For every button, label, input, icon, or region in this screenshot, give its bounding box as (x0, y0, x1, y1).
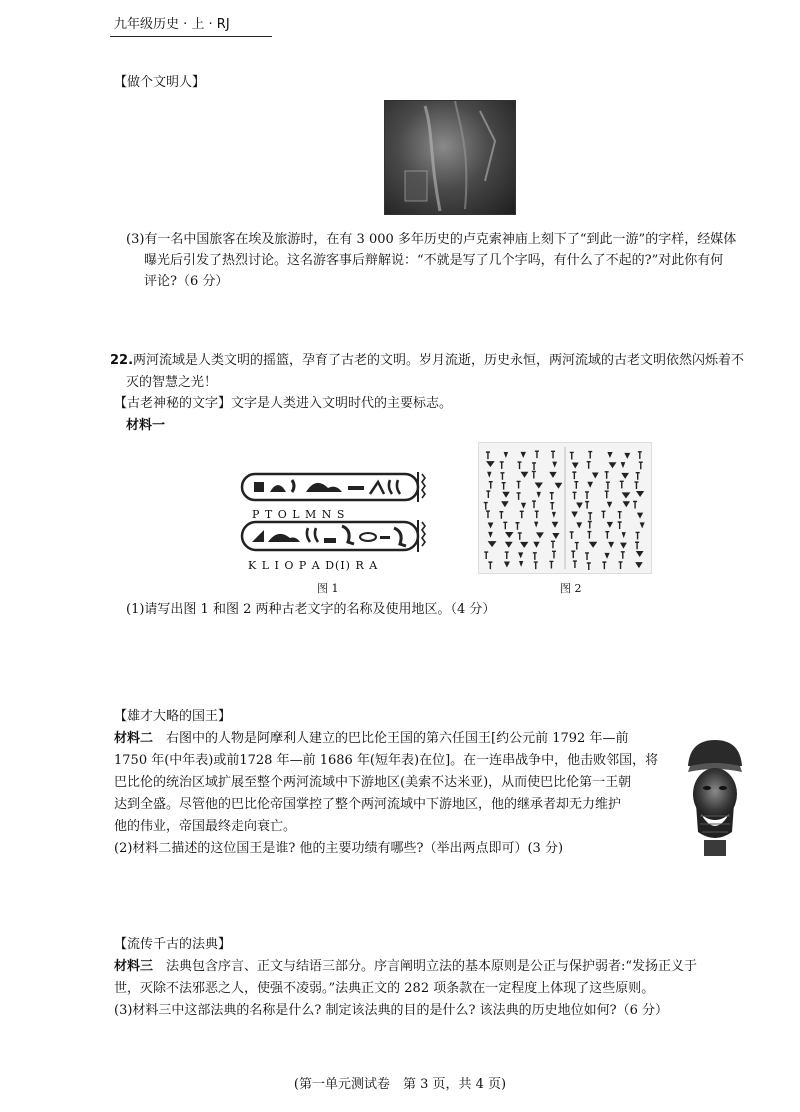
figure-1-letters-top: P T O L M N S (252, 508, 346, 521)
cuneiform-wedge (621, 473, 629, 479)
cuneiform-wedge (624, 453, 630, 459)
cuneiform-wedge (605, 532, 609, 539)
cuneiform-wedge (608, 542, 614, 548)
cuneiform-wedge (634, 482, 638, 489)
cuneiform-wedge (549, 472, 556, 478)
subsection-heading: 【古老神秘的文字】 (114, 396, 232, 411)
subsection-text: 文字是人类进入文明时代的主要标志。 (231, 396, 453, 411)
cuneiform-wedge (640, 522, 645, 528)
cuneiform-wedge (484, 503, 488, 510)
cuneiform-wedge (633, 501, 637, 508)
question-22-3: (3)材料三中这部法典的名称是什么? 制定该法典的目的是什么? 该法典的历史地位如何?（6 分） (114, 1003, 668, 1018)
cuneiform-wedge (622, 492, 631, 498)
page-footer: (第一单元测试卷 第 3 页，共 4 页) (293, 1077, 507, 1092)
cuneiform-wedge (636, 551, 644, 557)
page-header: 九年级历史 · 上 · RJ (114, 17, 230, 32)
cuneiform-wedge (517, 493, 521, 500)
cuneiform-wedge (609, 462, 617, 468)
cuneiform-wedge (550, 503, 554, 510)
cuneiform-wedge (552, 533, 559, 539)
cuneiform-wedge (536, 532, 544, 538)
cuneiform-wedge (517, 481, 521, 488)
question-number: 22. (110, 353, 134, 368)
material-2-label: 材料二 (114, 731, 154, 746)
cuneiform-wedge (638, 452, 642, 459)
cuneiform-wedge (502, 483, 506, 490)
cuneiform-wedge (622, 532, 626, 538)
header-underline (110, 36, 272, 37)
cuneiform-wedge (623, 501, 630, 507)
cuneiform-wedge (589, 542, 598, 548)
cuneiform-wedge (585, 492, 589, 499)
cuneiform-wedge (588, 452, 592, 459)
luxor-temple-photo (384, 100, 516, 215)
subsection-heading-code: 【流传千古的法典】 (114, 937, 232, 952)
cuneiform-wedge (570, 452, 574, 459)
cuneiform-wedge (549, 561, 553, 568)
cuneiform-wedge (607, 502, 612, 508)
cuneiform-wedge (537, 492, 541, 498)
cuneiform-wedge (505, 542, 513, 548)
cuneiform-wedge (572, 462, 579, 468)
cuneiform-wedge (502, 492, 509, 498)
cuneiform-wedge (551, 451, 555, 458)
cuneiform-wedge (606, 482, 610, 489)
king-bust-photo (680, 736, 750, 860)
question-22-intro-line-1: 两河流域是人类文明的摇篮，孕育了古老的文明。岁月流逝，历史永恒，两河流域的古老文明依然闪烁着不 (133, 353, 745, 368)
section-heading-civilized: 【做个文明人】 (114, 75, 206, 90)
cuneiform-wedge (488, 541, 497, 547)
cuneiform-wedge (551, 541, 555, 548)
cuneiform-wedge (592, 472, 599, 478)
cuneiform-wedge (607, 452, 612, 458)
cuneiform-wedge (605, 472, 609, 479)
question-22-2: (2)材料二描述的这位国王是谁? 他的主要功绩有哪些?（举出两点即可）(3 分) (114, 841, 564, 856)
cuneiform-wedge (618, 512, 622, 519)
cuneiform-wedge (572, 472, 576, 479)
cuneiform-wedge (573, 492, 577, 499)
cuneiform-wedge (488, 532, 493, 538)
question-22-intro-line-2: 灭的智慧之光！ (126, 375, 218, 390)
cuneiform-wedge (571, 512, 577, 518)
cuneiform-wedge (505, 532, 514, 538)
subsection-writing (114, 393, 452, 414)
cuneiform-wedge (486, 461, 495, 467)
cuneiform-wedge (601, 511, 605, 518)
cuneiform-wedge (585, 502, 589, 509)
material-2-line-2: 1750 年(中年表)或前1728 年—前 1686 年(短年表)在位]。在一连串战争中，他击败邻国，将 (114, 753, 659, 768)
cuneiform-wedge (488, 562, 492, 569)
cuneiform-wedge (570, 532, 574, 539)
figure-2-caption: 图 2 (560, 582, 582, 595)
material-3-line-1 (114, 956, 697, 977)
cuneiform-wedge (486, 491, 490, 498)
cuneiform-wedge (635, 542, 639, 549)
cuneiform-wedge (484, 552, 488, 559)
material-3-line-2: 世，灭除不法邪恶之人，使强不凌弱。”法典正文的 282 项条款在一定程度上体现了这些原则。 (114, 981, 655, 996)
cuneiform-wedge (636, 473, 640, 480)
cuneiform-wedge (532, 501, 536, 508)
cuneiform-wedge (515, 523, 519, 530)
cuneiform-wedge (620, 481, 624, 488)
material-2-line-1 (114, 728, 628, 749)
cuneiform-wedge (533, 542, 539, 548)
material-2-line-4: 达到全盛。尽管他的巴比伦帝国掌控了整个两河流域中下游地区，他的继承者却无力维护 (114, 797, 622, 812)
cuneiform-wedge (487, 472, 491, 478)
cuneiform-wedge (635, 562, 643, 568)
cuneiform-wedge (504, 562, 510, 568)
cuneiform-wedge (620, 543, 627, 549)
question-3-line-2: 曝光后引发了热烈讨论。这名游客事后辩解说：“不就是写了几个字吗，有什么了不起的?”对此你有何 (144, 253, 724, 268)
cuneiform-wedge (618, 522, 622, 529)
question-22-1: (1)请写出图 1 和图 2 两种古老文字的名称及使用地区。（4 分） (126, 602, 496, 617)
question-3-line-1: (3)有一名中国旅客在埃及旅游时，在有 3 000 多年历史的卢克索神庙上刻下了“到此一游”的字样，经媒体 (126, 232, 737, 247)
cuneiform-wedge (621, 552, 625, 559)
cuneiform-wedge (575, 543, 579, 550)
figure-1-caption: 图 1 (317, 582, 339, 595)
cuneiform-wedge (500, 462, 504, 469)
cuneiform-wedge (505, 552, 509, 559)
cuneiform-wedge (534, 562, 538, 569)
cuneiform-wedge (636, 491, 644, 497)
cuneiform-wedge (607, 522, 613, 528)
cuneiform-wedge (636, 532, 640, 539)
cuneiform-wedge (621, 462, 626, 468)
cuneiform-wedge (520, 511, 524, 518)
cuneiform-wedge (588, 522, 592, 529)
cuneiform-wedge (503, 522, 507, 529)
cuneiform-marks (479, 443, 651, 573)
cuneiform-wedge (552, 551, 556, 558)
cuneiform-wedge (604, 553, 609, 559)
cuneiform-wedge (532, 463, 536, 470)
cuneiform-wedge (587, 532, 591, 539)
cuneiform-wedge (486, 511, 490, 518)
cuneiform-wedge (639, 462, 643, 469)
material-1-label: 材料一 (126, 418, 166, 433)
cuneiform-wedge (518, 552, 523, 558)
cuneiform-wedge (573, 561, 577, 568)
subsection-heading-king: 【雄才大略的国王】 (114, 709, 232, 724)
cuneiform-wedge (576, 503, 583, 509)
cuneiform-wedge (486, 452, 490, 459)
cuneiform-wedge (520, 542, 528, 548)
cuneiform-wedge (605, 491, 609, 498)
cuneiform-wedge (619, 562, 623, 569)
question-3-line-3: 评论?（6 分） (144, 274, 229, 289)
cuneiform-wedge (533, 553, 537, 560)
cuneiform-wedge (588, 513, 592, 520)
cuneiform-wedge (500, 473, 504, 480)
cuneiform-wedge (532, 471, 536, 478)
cuneiform-wedge (534, 522, 538, 528)
cuneiform-wedge (535, 511, 539, 518)
material-2-text-1: 右图中的人物是阿摩利人建立的巴比伦王国的第六任国王[约公元前 1792 年—前 (166, 731, 629, 746)
cuneiform-wedge (637, 513, 643, 519)
cuneiform-wedge (552, 512, 556, 518)
cuneiform-wedge (518, 533, 522, 540)
cuneiform-wedge (587, 563, 591, 570)
cuneiform-wedge (552, 522, 559, 528)
cuneiform-wedge (585, 553, 589, 560)
material-2-line-3: 巴比伦的统治区域扩展至整个两河流域中下游地区(美索不达米亚)，从而使巴比伦第一王朝 (114, 775, 632, 790)
cuneiform-wedge (504, 452, 508, 458)
cuneiform-wedge (587, 482, 593, 488)
cuneiform-wedge (574, 482, 578, 489)
cuneiform-wedge (571, 551, 575, 558)
cuneiform-wedge (535, 451, 539, 458)
cuneiform-wedge (555, 483, 563, 489)
cuneiform-wedge (499, 512, 503, 519)
cuneiform-wedge (602, 562, 606, 569)
cuneiform-wedge (552, 462, 557, 468)
material-3-text-1: 法典包含序言、正文与结语三部分。序言阐明立法的基本原则是公正与保护弱者:“发扬正义于 (166, 959, 698, 974)
cuneiform-wedge (587, 462, 591, 469)
cuneiform-wedge (576, 522, 582, 528)
question-22 (110, 350, 744, 371)
cuneiform-wedge (535, 483, 543, 489)
figure-1-letters-bottom: K L I O P A D(I) R A (248, 559, 379, 572)
cuneiform-wedge (550, 493, 554, 500)
cuneiform-wedge (501, 501, 509, 507)
material-2-line-5: 他的伟业，帝国最终走向衰亡。 (114, 819, 297, 834)
cuneiform-wedge (519, 561, 523, 567)
cuneiform-wedge (521, 503, 526, 509)
cuneiform-wedge (521, 472, 529, 478)
cuneiform-wedge (489, 482, 493, 489)
cuneiform-wedge (521, 452, 526, 458)
temple-relief-graphic (385, 101, 515, 214)
figure-2-cuneiform (478, 442, 652, 574)
cuneiform-wedge (518, 462, 522, 469)
material-3-label: 材料三 (114, 959, 154, 974)
cuneiform-wedge (488, 522, 494, 528)
